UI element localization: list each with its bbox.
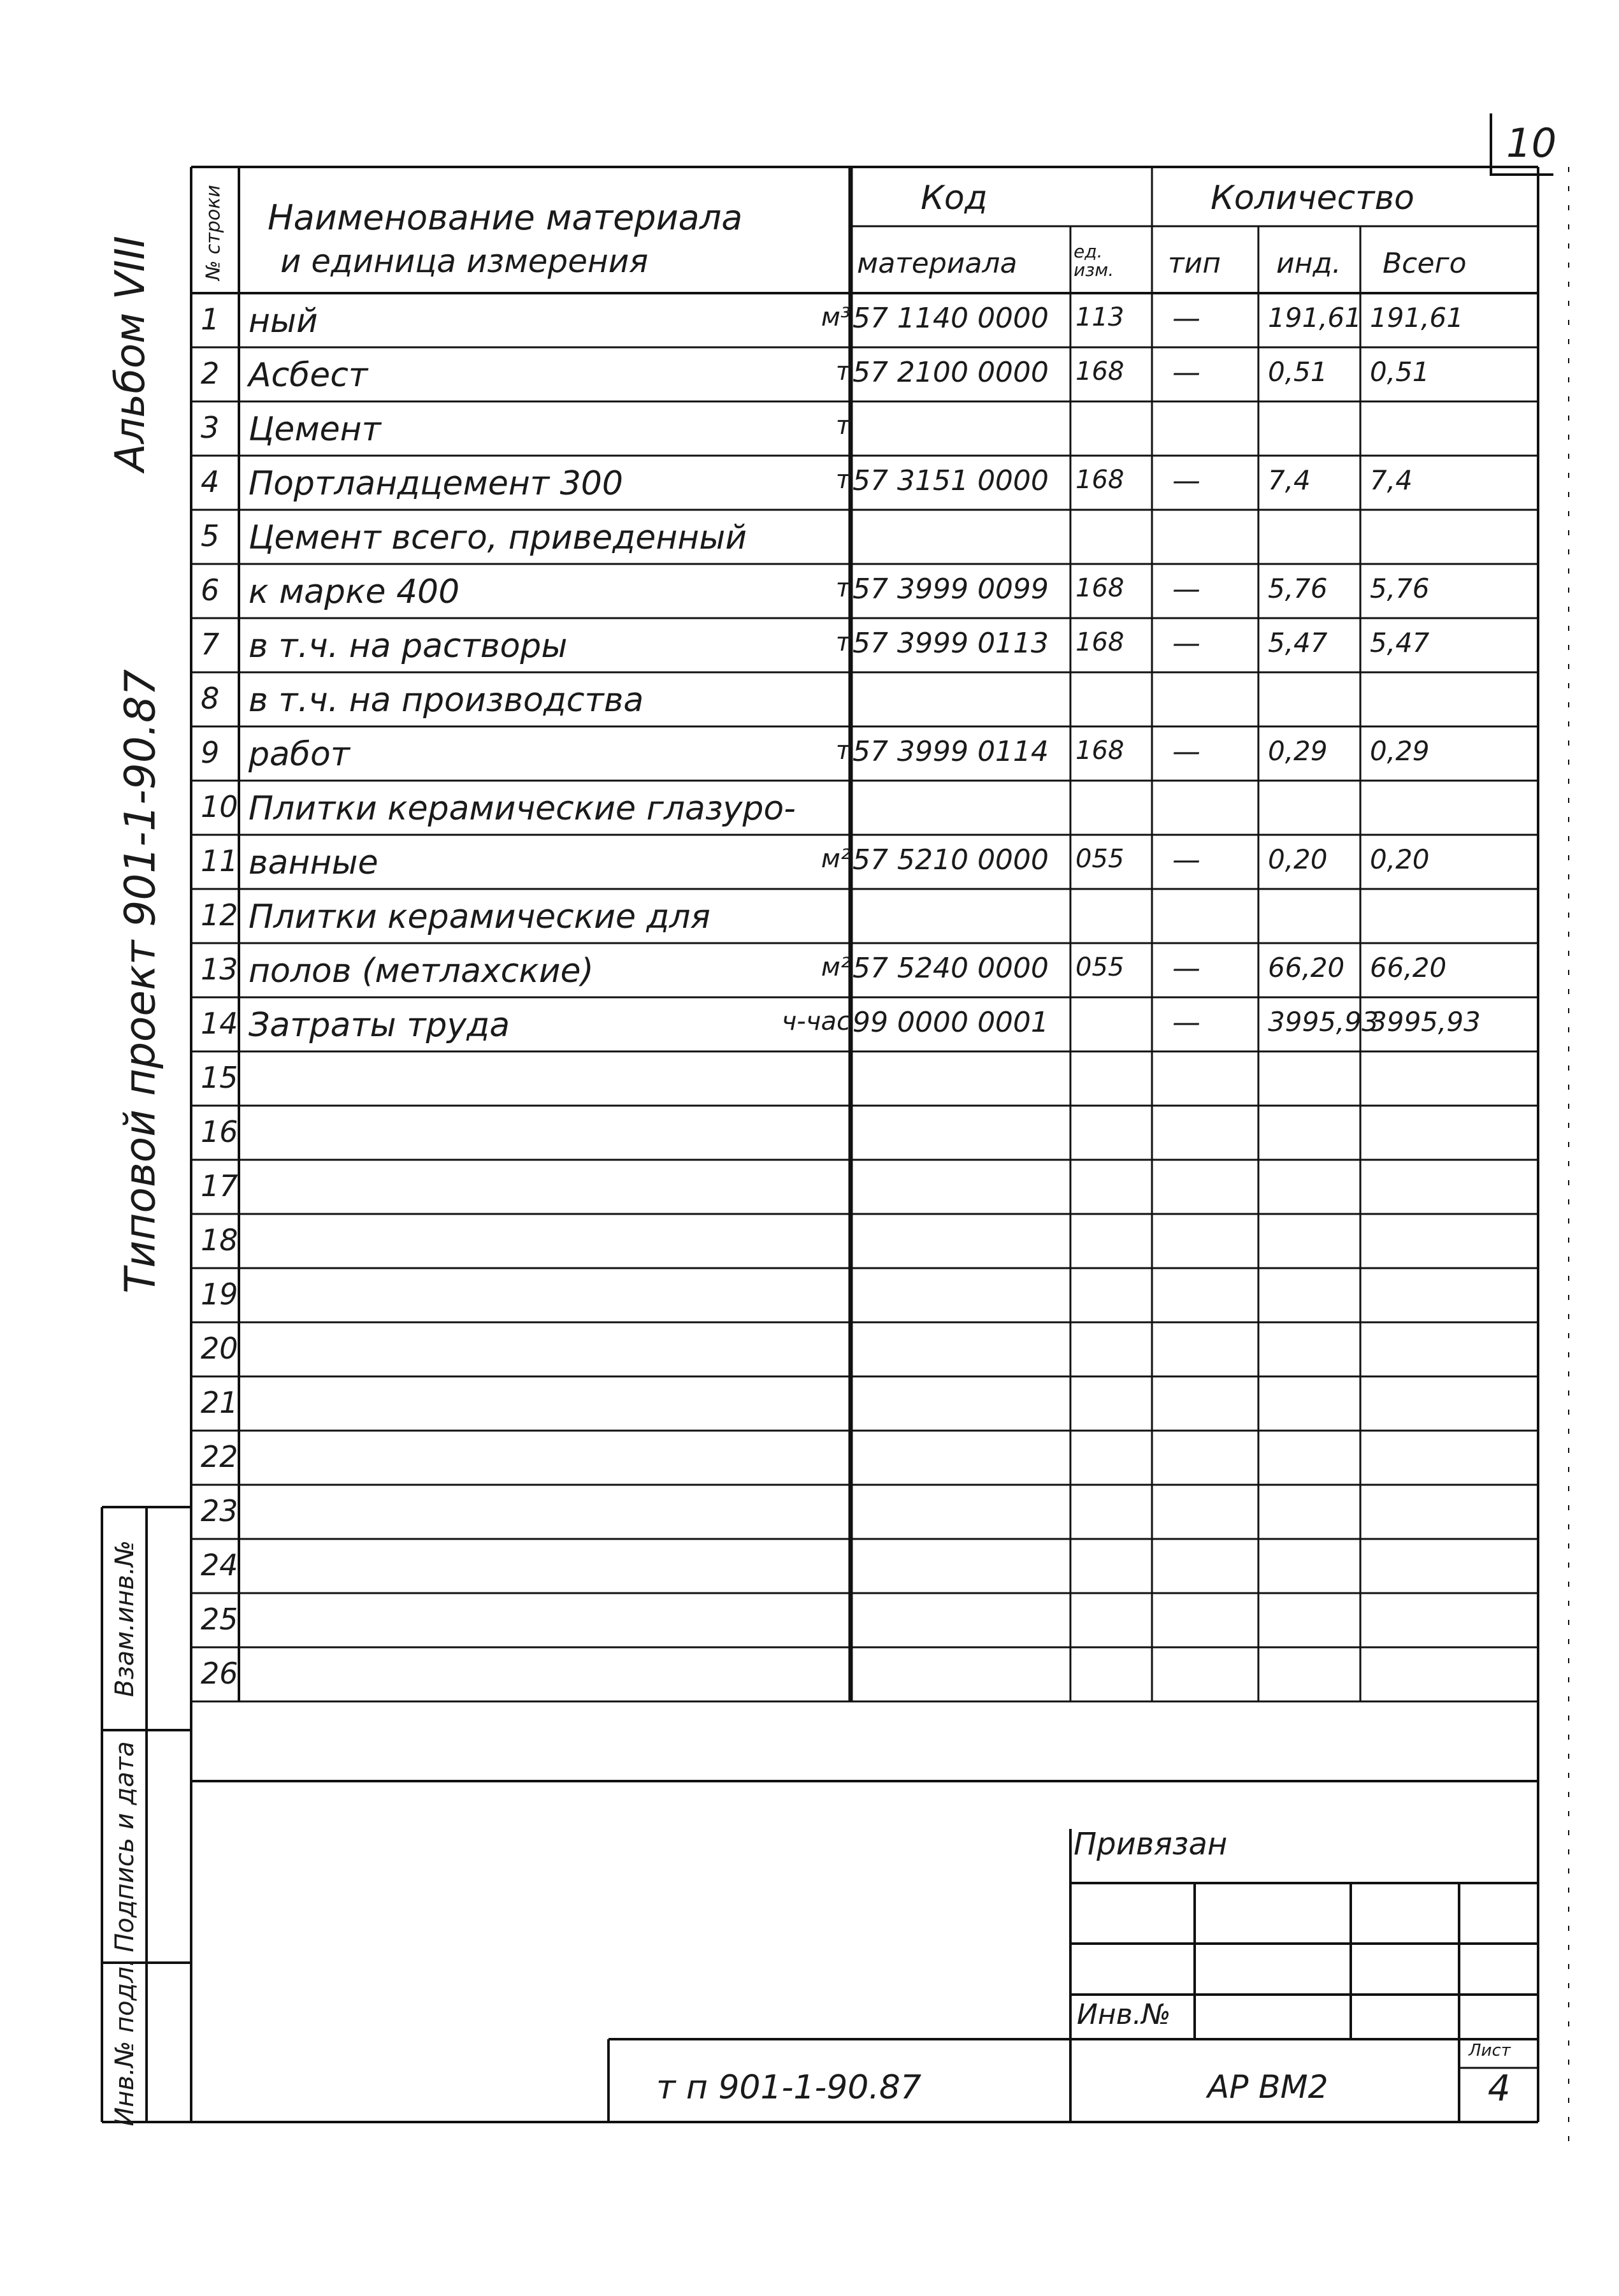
sheet-number: 10 [1506, 120, 1557, 166]
cell-n: 21 [201, 1385, 238, 1420]
cell-ucode: 055 [1076, 953, 1125, 982]
cell-type: — [1172, 356, 1200, 389]
cell-n: 1 [201, 302, 220, 336]
cell-n: 11 [201, 844, 238, 878]
header-qty-total: Всего [1383, 247, 1467, 280]
header-qty-ind: инд. [1276, 247, 1341, 280]
cell-type: — [1172, 573, 1200, 605]
cell-total: 7,4 [1370, 465, 1413, 496]
cell-ind: 7,4 [1268, 465, 1311, 496]
cell-name: ный [248, 302, 318, 340]
cell-code: 57 1140 0000 [853, 302, 1049, 335]
cell-total: 66,20 [1370, 952, 1447, 983]
cell-name: к марке 400 [248, 573, 460, 611]
stamp-inv-no: Инв.№ [1077, 1998, 1171, 2031]
cell-n: 9 [201, 735, 220, 770]
cell-ind: 3995,93 [1268, 1006, 1379, 1037]
cell-code: 57 5240 0000 [853, 952, 1049, 985]
cell-total: 0,20 [1370, 844, 1430, 875]
cell-ind: 66,20 [1268, 952, 1345, 983]
cell-type: — [1172, 735, 1200, 768]
cell-n: 14 [201, 1006, 238, 1041]
signature-date-label: Подпись и дата [110, 1741, 140, 1953]
vzam-inv-label: Взам.инв.№ [110, 1540, 140, 1698]
cell-ind: 0,51 [1268, 356, 1328, 387]
cell-n: 25 [201, 1602, 238, 1636]
cell-total: 191,61 [1370, 302, 1464, 333]
cell-name: Плитки керамические для [248, 898, 710, 936]
cell-unit: т [835, 736, 851, 765]
project-label: Типовой проект 901-1-90.87 [115, 669, 165, 1294]
header-row-number: № строки [202, 185, 225, 280]
cell-total: 5,47 [1370, 627, 1430, 658]
cell-name: в т.ч. на производства [248, 681, 644, 719]
cell-ind: 191,61 [1268, 302, 1362, 333]
stamp-mark: АР ВМ2 [1207, 2069, 1328, 2105]
cell-name: в т.ч. на растворы [248, 627, 568, 665]
cell-total: 0,29 [1370, 735, 1430, 767]
header-code-unit: ед. изм. [1074, 241, 1114, 281]
cell-n: 15 [201, 1060, 238, 1095]
cell-ucode: 168 [1076, 628, 1125, 657]
cell-n: 3 [201, 410, 220, 445]
cell-code: 57 3999 0114 [853, 735, 1049, 768]
cell-ucode: 168 [1076, 465, 1125, 495]
header-code: Код [921, 179, 988, 217]
cell-ind: 0,20 [1268, 844, 1328, 875]
cell-code: 57 2100 0000 [853, 356, 1049, 389]
cell-n: 13 [201, 952, 238, 986]
cell-unit: м³ [821, 303, 851, 332]
cell-unit: м² [821, 844, 851, 874]
cell-ind: 5,47 [1268, 627, 1328, 658]
cell-unit: ч-час [781, 1007, 851, 1036]
cell-name: полов (метлахские) [248, 952, 594, 990]
cell-ind: 5,76 [1268, 573, 1328, 604]
header-qty-type: тип [1168, 247, 1221, 280]
cell-n: 20 [201, 1331, 238, 1366]
cell-n: 4 [201, 465, 220, 499]
cell-unit: т [835, 465, 851, 495]
cell-name: Цемент всего, приведенный [248, 519, 747, 557]
cell-ind: 0,29 [1268, 735, 1328, 767]
cell-n: 8 [201, 681, 220, 716]
cell-unit: т [835, 357, 851, 386]
cell-n: 5 [201, 519, 220, 553]
stamp-list-label: Лист [1469, 2041, 1511, 2060]
cell-name: Плитки керамические глазуро- [248, 790, 796, 828]
cell-name: ванные [248, 844, 378, 882]
cell-code: 57 3999 0113 [853, 627, 1049, 660]
cell-total: 3995,93 [1370, 1006, 1481, 1037]
cell-code: 99 0000 0001 [853, 1006, 1049, 1039]
cell-unit: т [835, 628, 851, 657]
cell-n: 23 [201, 1494, 238, 1528]
header-quantity: Количество [1211, 179, 1414, 217]
cell-type: — [1172, 627, 1200, 660]
header-code-material: материала [857, 247, 1018, 280]
cell-total: 0,51 [1370, 356, 1430, 387]
cell-name: Затраты труда [248, 1006, 510, 1044]
header-name-line2: и единица измерения [280, 243, 649, 280]
cell-n: 19 [201, 1277, 238, 1311]
stamp-privyazan: Привязан [1074, 1826, 1228, 1862]
cell-n: 16 [201, 1115, 238, 1149]
cell-name: Цемент [248, 410, 381, 449]
cell-type: — [1172, 302, 1200, 335]
cell-ucode: 168 [1076, 574, 1125, 603]
cell-n: 2 [201, 356, 220, 391]
cell-name: работ [248, 735, 350, 774]
cell-type: — [1172, 465, 1200, 497]
cell-unit: т [835, 574, 851, 603]
cell-code: 57 5210 0000 [853, 844, 1049, 876]
cell-n: 12 [201, 898, 238, 932]
album-label: Альбом VIII [107, 235, 154, 472]
cell-code: 57 3151 0000 [853, 465, 1049, 497]
stamp-list-number: 4 [1488, 2068, 1511, 2109]
cell-unit: м² [821, 953, 851, 982]
cell-n: 6 [201, 573, 220, 607]
cell-type: — [1172, 952, 1200, 985]
cell-n: 17 [201, 1169, 238, 1203]
header-name-line1: Наименование материала [268, 198, 743, 238]
cell-ucode: 055 [1076, 844, 1125, 874]
inv-podl-label: Инв.№ подл. [110, 1958, 140, 2126]
cell-n: 24 [201, 1548, 238, 1582]
cell-total: 5,76 [1370, 573, 1430, 604]
cell-ucode: 168 [1076, 357, 1125, 386]
cell-unit: т [835, 411, 851, 440]
cell-code: 57 3999 0099 [853, 573, 1049, 605]
cell-n: 10 [201, 790, 238, 824]
stamp-doc-code: т п 901-1-90.87 [656, 2069, 922, 2107]
cell-n: 26 [201, 1656, 238, 1691]
cell-ucode: 113 [1076, 303, 1125, 332]
cell-n: 7 [201, 627, 220, 661]
cell-ucode: 168 [1076, 736, 1125, 765]
cell-type: — [1172, 1006, 1200, 1039]
cell-n: 18 [201, 1223, 238, 1257]
cell-type: — [1172, 844, 1200, 876]
cell-n: 22 [201, 1440, 238, 1474]
cell-name: Асбест [248, 356, 368, 394]
cell-name: Портландцемент 300 [248, 465, 623, 503]
